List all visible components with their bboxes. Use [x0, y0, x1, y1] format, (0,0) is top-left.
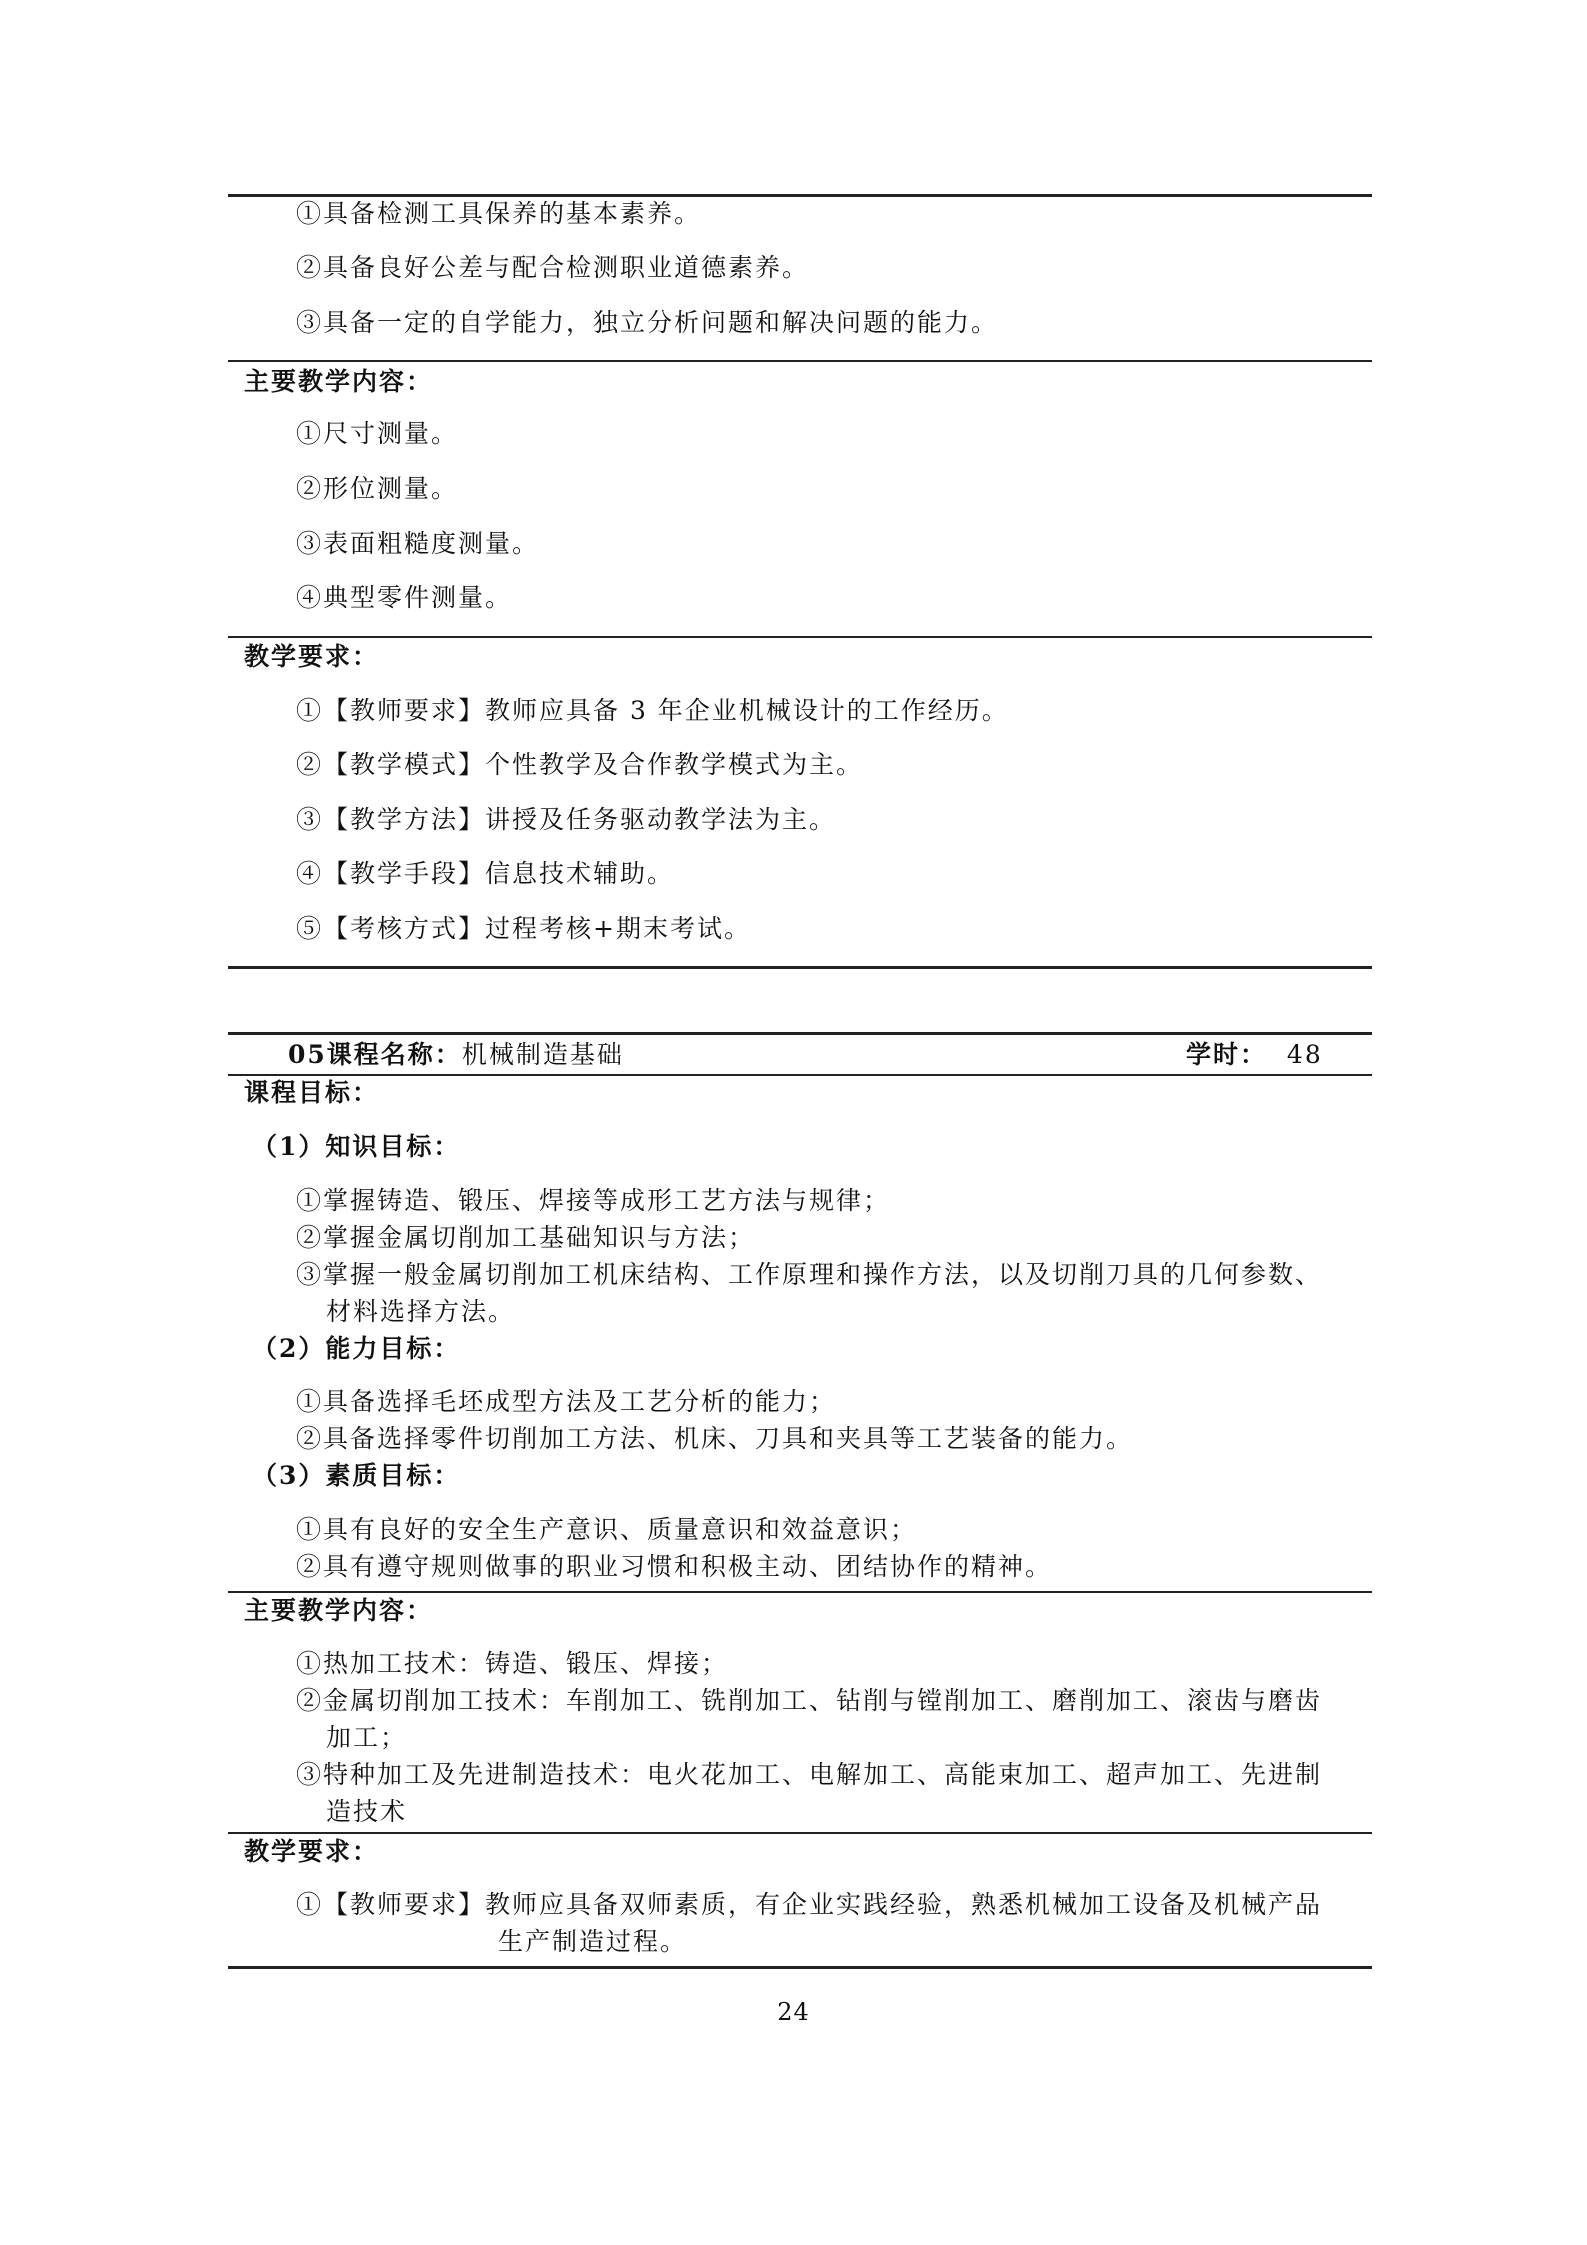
- knowledge-item-continued: 材料选择方法。: [326, 1297, 516, 1326]
- knowledge-item: ③掌握一般金属切削加工机床结构、工作原理和操作方法，以及切削刀具的几何参数、: [296, 1260, 1323, 1289]
- row-divider: [228, 1832, 1372, 1834]
- quality-goal-item: ①具备检测工具保养的基本素养。: [296, 199, 702, 228]
- course-number: 05: [288, 1040, 327, 1069]
- table-top-border: [228, 1032, 1372, 1035]
- requirements-heading: 教学要求：: [244, 642, 380, 671]
- row-divider: [228, 636, 1372, 638]
- quality-goal-item: ②具备良好公差与配合检测职业道德素养。: [296, 253, 810, 282]
- hours-label: 学时：: [1186, 1040, 1268, 1069]
- content-heading: 主要教学内容：: [244, 367, 434, 396]
- page-number: 24: [777, 1998, 810, 2026]
- quality-item: ①具有良好的安全生产意识、质量意识和效益意识；: [296, 1515, 918, 1544]
- ability-item: ①具备选择毛坯成型方法及工艺分析的能力；: [296, 1387, 837, 1416]
- table-bottom-border: [228, 966, 1372, 969]
- course-title: [288, 1038, 624, 1072]
- goals-heading: 课程目标：: [244, 1078, 380, 1107]
- content-item: ①尺寸测量。: [296, 419, 459, 448]
- row-divider: [228, 1074, 1372, 1076]
- hours-value: 48: [1286, 1040, 1323, 1069]
- content-item-continued: 加工；: [326, 1723, 408, 1752]
- course-header-row: [228, 1038, 1372, 1072]
- ability-item: ②具备选择零件切削加工方法、机床、刀具和夹具等工艺装备的能力。: [296, 1424, 1134, 1453]
- requirement-item: ②【教学模式】个性教学及合作教学模式为主。: [296, 750, 864, 779]
- knowledge-heading: （1）知识目标：: [252, 1132, 461, 1161]
- quality-goal-item: ③具备一定的自学能力，独立分析问题和解决问题的能力。: [296, 308, 999, 337]
- course-hours: [1186, 1038, 1323, 1072]
- content-item: ②形位测量。: [296, 474, 459, 503]
- table-bottom-border: [228, 1966, 1372, 1969]
- quality-heading: （3）素质目标：: [252, 1461, 461, 1490]
- content-item: ①热加工技术：铸造、锻压、焊接；: [296, 1649, 729, 1678]
- content-item: ④典型零件测量。: [296, 583, 513, 612]
- requirement-item: ⑤【考核方式】过程考核+期末考试。: [296, 914, 751, 943]
- course-name-label: 课程名称：: [326, 1040, 462, 1069]
- row-divider: [228, 1591, 1372, 1593]
- quality-item: ②具有遵守规则做事的职业习惯和积极主动、团结协作的精神。: [296, 1552, 1053, 1581]
- requirements-heading: 教学要求：: [244, 1837, 380, 1866]
- requirement-item: ①【教师要求】教师应具备双师素质，有企业实践经验，熟悉机械加工设备及机械产品: [296, 1890, 1323, 1919]
- knowledge-item: ②掌握金属切削加工基础知识与方法；: [296, 1223, 756, 1252]
- course-name: 机械制造基础: [461, 1040, 624, 1069]
- requirement-item: ①【教师要求】教师应具备 3 年企业机械设计的工作经历。: [296, 696, 1009, 725]
- content-item: ②金属切削加工技术：车削加工、铣削加工、钻削与镗削加工、磨削加工、滚齿与磨齿: [296, 1686, 1323, 1715]
- table-top-border: [228, 194, 1372, 197]
- requirement-item: ④【教学手段】信息技术辅助。: [296, 859, 675, 888]
- knowledge-item: ①掌握铸造、锻压、焊接等成形工艺方法与规律；: [296, 1186, 891, 1215]
- ability-heading: （2）能力目标：: [252, 1334, 461, 1363]
- content-heading: 主要教学内容：: [244, 1596, 434, 1625]
- row-divider: [228, 360, 1372, 362]
- content-item: ③特种加工及先进制造技术：电火花加工、电解加工、高能束加工、超声加工、先进制: [296, 1760, 1323, 1789]
- requirement-item: ③【教学方法】讲授及任务驱动教学法为主。: [296, 805, 837, 834]
- content-item: ③表面粗糙度测量。: [296, 529, 540, 558]
- content-item-continued: 造技术: [326, 1797, 408, 1826]
- requirement-item-continued: 生产制造过程。: [498, 1927, 688, 1956]
